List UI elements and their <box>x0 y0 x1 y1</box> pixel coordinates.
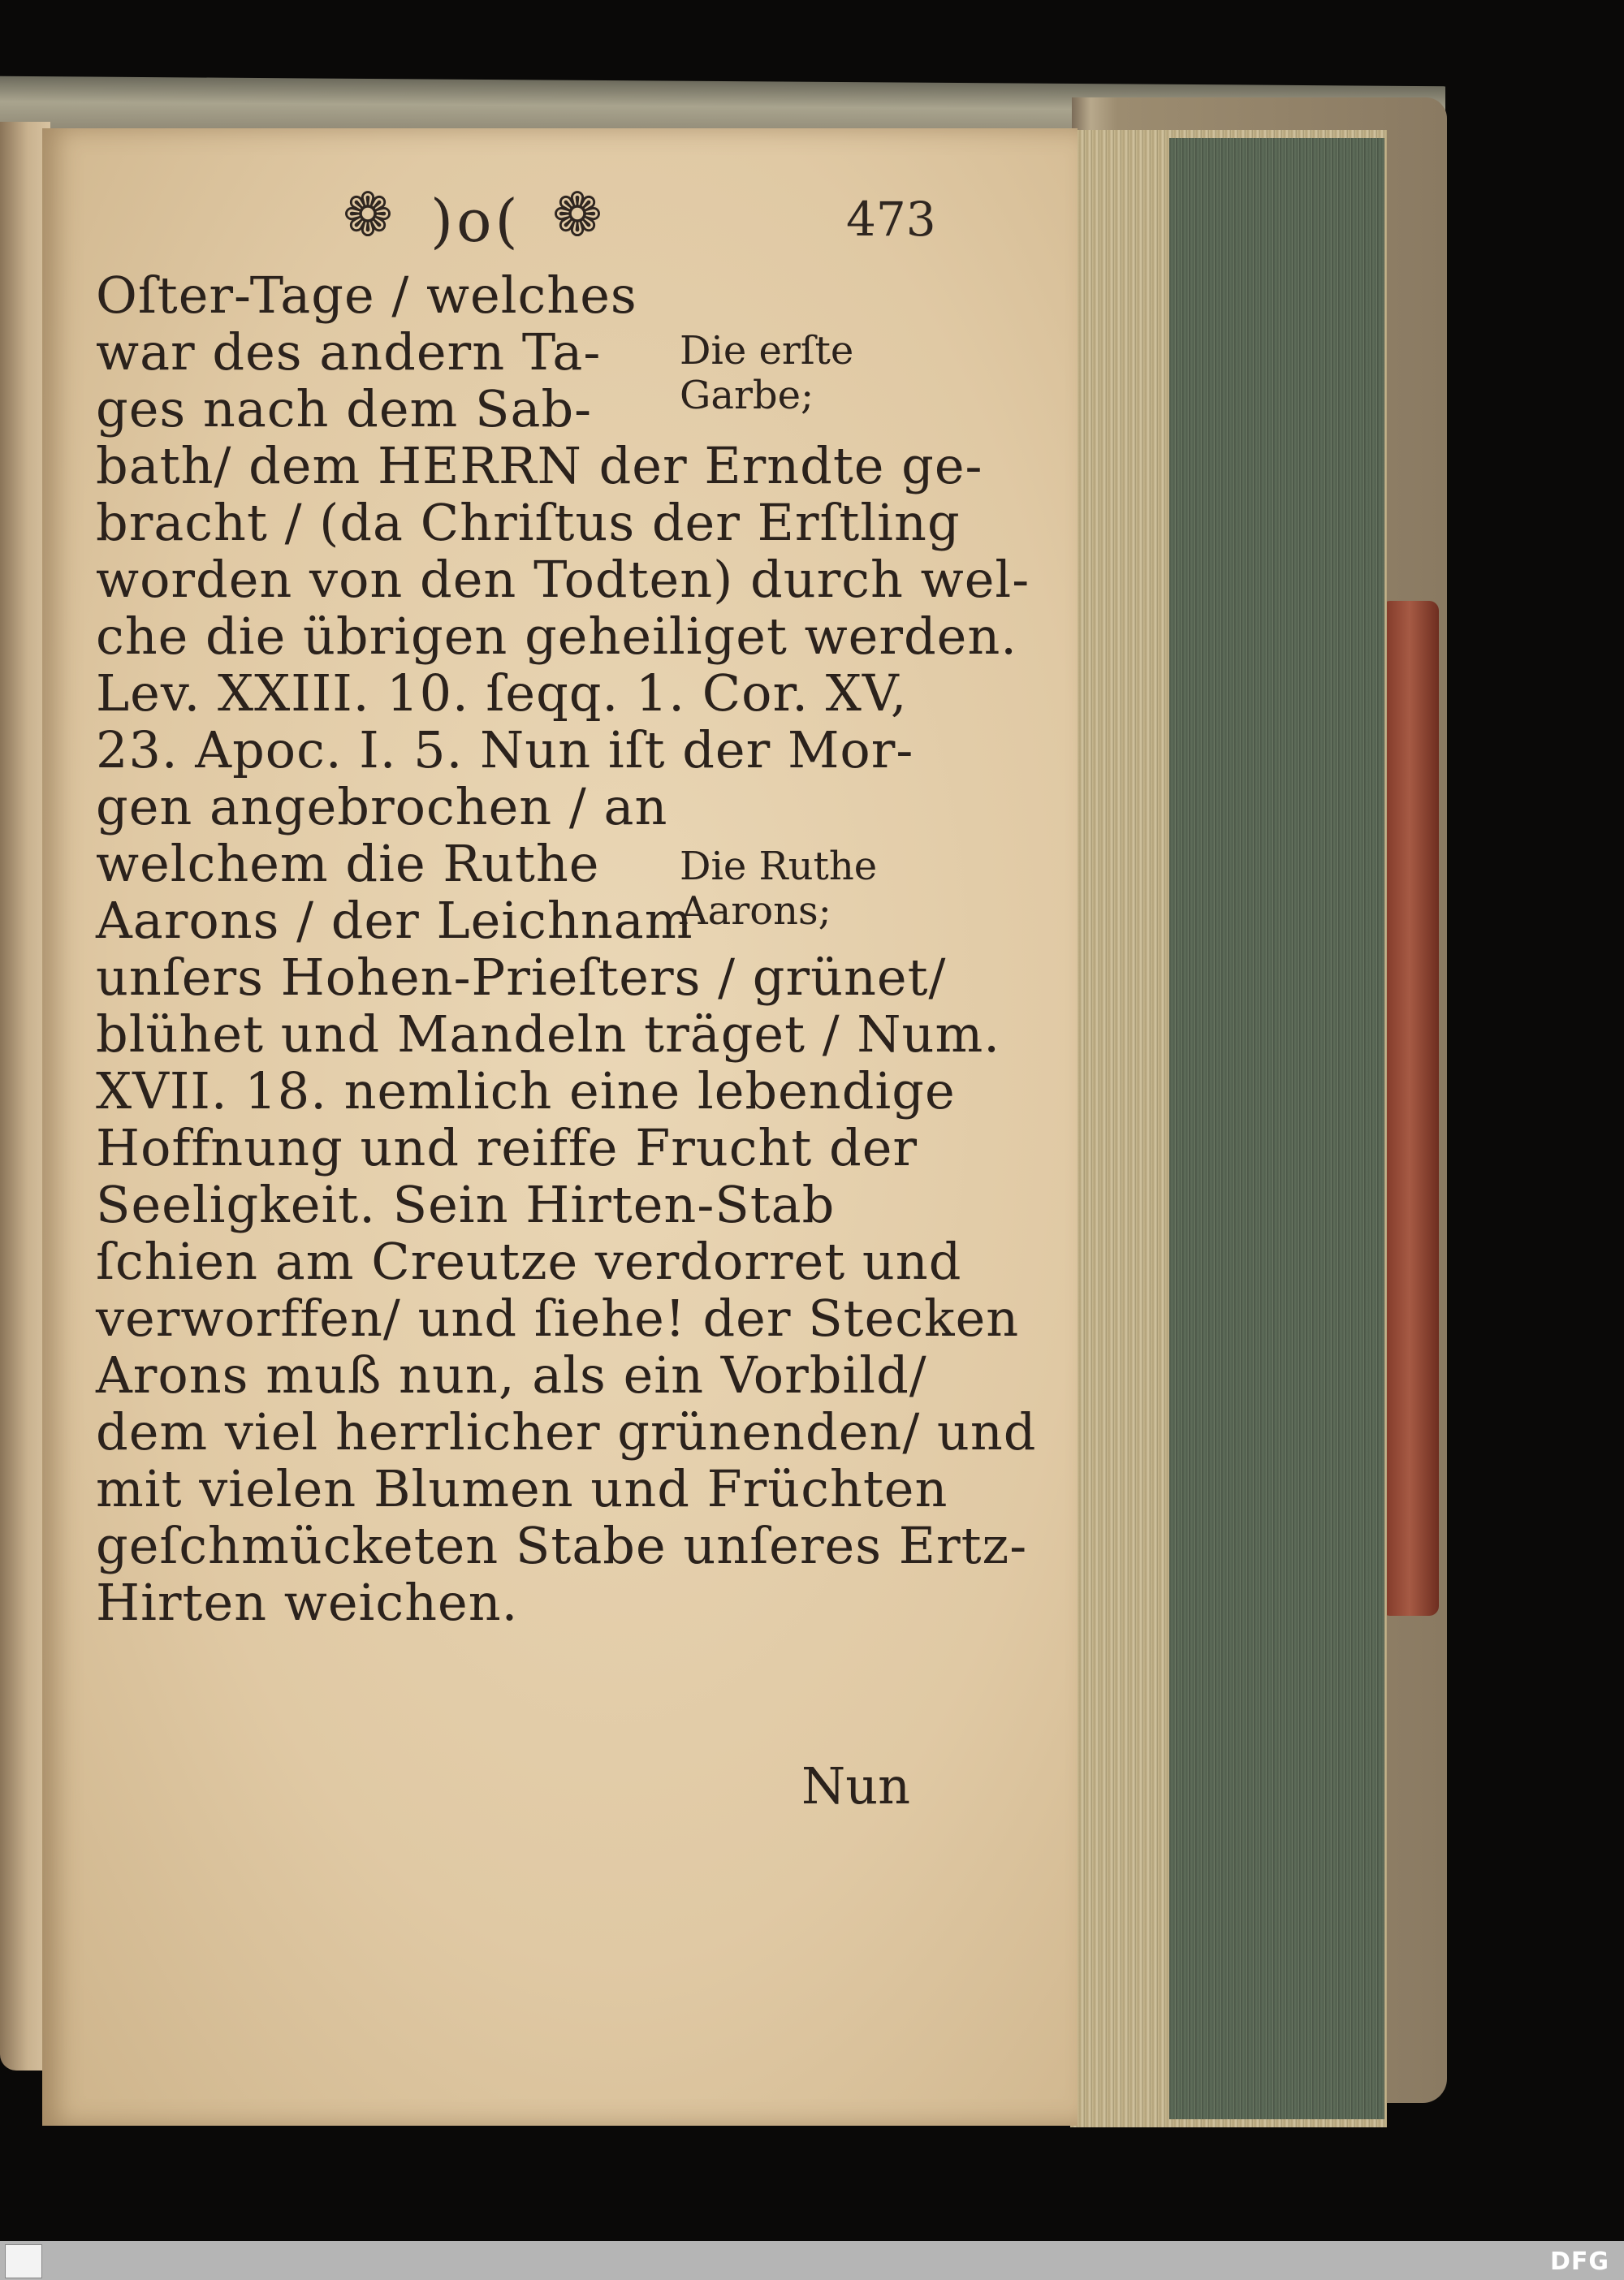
ornament-left-icon: ❁ <box>343 180 394 250</box>
text-line: 23. Apoc. I. 5. Nun iſt der Mor- <box>96 720 914 779</box>
text-line: Arons muß nun, als ein Vorbild/ <box>96 1345 927 1405</box>
text-line: bath/ dem HERRN der Erndte ge- <box>96 436 983 495</box>
text-line: blühet und Mandeln träget / Num. <box>96 1004 1000 1064</box>
text-line: ges nach dem Sab- <box>96 379 593 438</box>
text-line: Hoffnung und reiffe Frucht der <box>96 1118 918 1177</box>
text-line: bracht / (da Chriſtus der Erſtling <box>96 493 961 552</box>
book-spine-leather <box>1380 601 1439 1616</box>
ornament-middle: )o( <box>430 187 521 255</box>
dfg-logo: DFG <box>1549 2248 1609 2276</box>
catchword: Nun <box>801 1756 911 1816</box>
page-block-green-edge <box>1169 138 1384 2119</box>
margin-note: Aarons; <box>680 888 831 934</box>
text-line: gen angebrochen / an <box>96 777 668 836</box>
text-line: Lev. XXIII. 10. ſeqq. 1. Cor. XV, <box>96 663 908 723</box>
text-line: unſers Hohen-Prieſters / grünet/ <box>96 948 947 1007</box>
text-line: Seeligkeit. Sein Hirten-Stab <box>96 1175 836 1234</box>
text-line: ſchien am Creutze verdorret und <box>96 1232 962 1291</box>
ornament-right-icon: ❁ <box>552 180 603 250</box>
viewer-footer-bar <box>0 2241 1624 2280</box>
text-line: mit vielen Blumen und Früchten <box>96 1459 948 1518</box>
text-line: geſchmücketen Stabe unſeres Ertz- <box>96 1516 1028 1575</box>
text-line: Hirten weichen. <box>96 1573 519 1632</box>
text-line: XVII. 18. nemlich eine lebendige <box>96 1061 956 1121</box>
margin-note: Garbe; <box>680 373 814 418</box>
margin-note: Die Ruthe <box>680 844 878 889</box>
page-text-area <box>42 128 1078 2126</box>
text-line: dem viel herrlicher grünenden/ und <box>96 1402 1037 1462</box>
text-line: che die übrigen geheiliget werden. <box>96 607 1017 666</box>
text-line: Aarons / der Leichnam <box>96 891 693 950</box>
page-number: 473 <box>846 192 936 247</box>
text-line: worden von den Todten) durch wel- <box>96 550 1030 609</box>
text-line: verworffen/ und ſiehe! der Stecken <box>96 1289 1020 1348</box>
text-line: war des andern Ta- <box>96 322 602 382</box>
text-line: Oſter-Tage / welches <box>96 266 637 325</box>
book-page <box>42 128 1078 2126</box>
text-line: welchem die Ruthe <box>96 834 600 893</box>
library-logo-icon <box>5 2244 42 2278</box>
margin-note: Die erſte <box>680 328 854 374</box>
